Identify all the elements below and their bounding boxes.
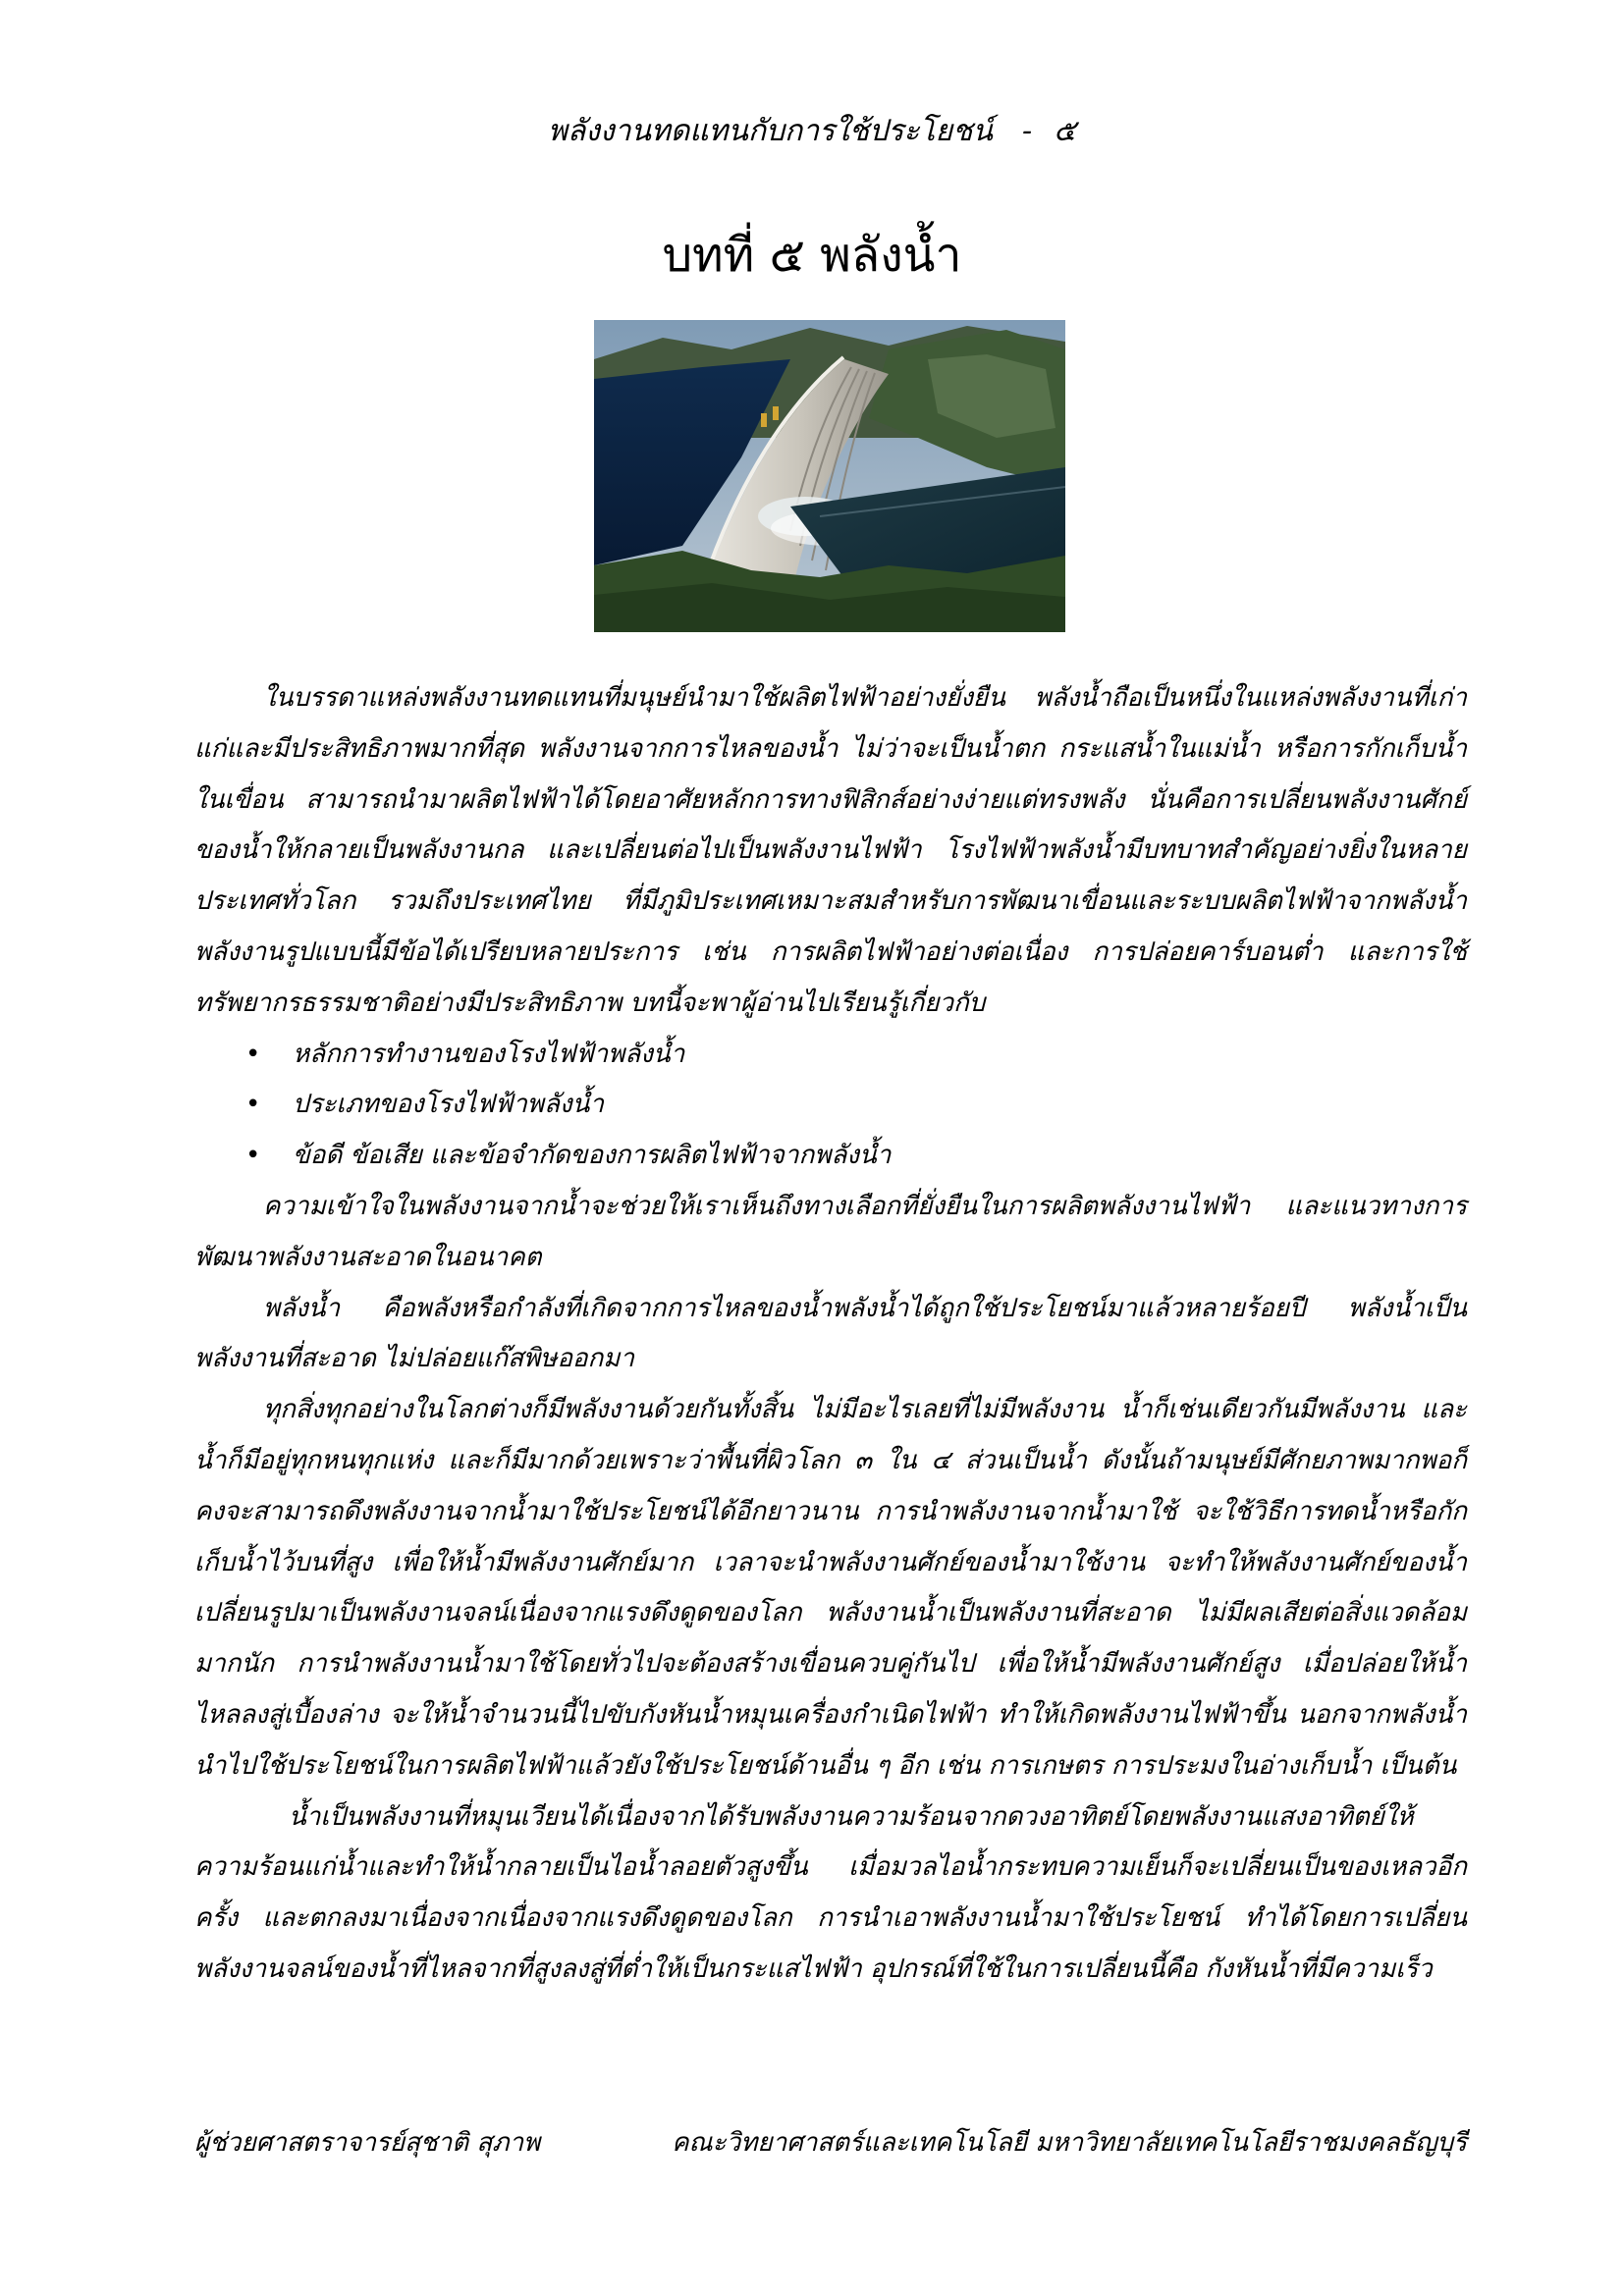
footer-author: ผู้ช่วยศาสตราจารย์สุชาติ สุภาพ xyxy=(194,2128,541,2158)
list-item xyxy=(194,1131,1467,1182)
paragraph-water-cycle: น้ำเป็นพลังงานที่หมุนเวียนได้เนื่องจากได้รับพลังงานความร้อนจากดวงอาทิตย์โดยพลังงานแสงอาทิตย์ให้ความร้อนแก่น้ำและทำให้น้ำกลายเป็นไอน้ำลอยตัวสูงขึ้น เมื่อมวลไอน้ำกระทบความเย็นก็จะเปลี่ยนเป็นของเหลวอีกครั้ง และตกลงมาเนื่องจากเนื่องจากแรงดึงดูดของโลก การนำเอาพลังงานน้ำมาใช้ประโยชน์ ทำได้โดยการเปลี่ยนพลังงานจลน์ของน้ำที่ไหลจากที่สูงลงสู่ที่ต่ำให้เป็นกระแสไฟฟ้า อุปกรณ์ที่ใช้ในการเปลี่ยนนี้คือ กังหันน้ำที่มีความเร็ว xyxy=(194,1801,1467,1984)
paragraph-energy: ทุกสิ่งทุกอย่างในโลกต่างก็มีพลังงานด้วยกันทั้งสิ้น ไม่มีอะไรเลยที่ไม่มีพลังงาน น้ำก็เช่นเดียวกันมีพลังงาน และน้ำก็มีอยู่ทุกหนทุกแห่ง และก็มีมากด้วยเพราะว่าพื้นที่ผิวโลก ๓ ใน ๔ ส่วนเป็นน้ำ ดังนั้นถ้ามนุษย์มีศักยภาพมากพอก็คงจะสามารถดึงพลังงานจากน้ำมาใช้ประโยชน์ได้อีกยาวนาน การนำพลังงานจากน้ำมาใช้ จะใช้วิธีการทดน้ำหรือกักเก็บน้ำไว้บนที่สูง เพื่อให้น้ำมีพลังงานศักย์มาก เวลาจะนำพลังงานศักย์ของน้ำมาใช้งาน จะทำให้พลังงานศักย์ของน้ำเปลี่ยนรูปมาเป็นพลังงานจลน์เนื่องจากแรงดึงดูดของโลก พลังงานน้ำเป็นพลังงานที่สะอาด ไม่มีผลเสียต่อสิ่งแวดล้อมมากนัก การนำพลังงานน้ำมาใช้โดยทั่วไปจะต้องสร้างเขื่อนควบคู่กันไป เพื่อให้น้ำมีพลังงานศักย์สูง เมื่อปล่อยให้น้ำไหลลงสู่เบื้องล่าง จะให้น้ำจำนวนนี้ไปขับกังหันน้ำหมุนเครื่องกำเนิดไฟฟ้า ทำให้เกิดพลังงานไฟฟ้าขึ้น นอกจากพลังน้ำนำไปใช้ประโยชน์ในการผลิตไฟฟ้าแล้วยังใช้ประโยชน์ด้านอื่น ๆ อีก เช่น การเกษตร การประมงในอ่างเก็บน้ำ เป็นต้น xyxy=(194,1395,1467,1781)
list-item xyxy=(194,1080,1467,1131)
footer-institution: คณะวิทยาศาสตร์และเทคโนโลยี มหาวิทยาลัยเทคโนโลยีราชมงคลธัญบุรี xyxy=(672,2128,1467,2158)
bullet-icon: • xyxy=(245,1141,261,1171)
dam-photo xyxy=(594,320,1065,632)
paragraph-intro: ในบรรดาแหล่งพลังงานทดแทนที่มนุษย์นำมาใช้ผลิตไฟฟ้าอย่างยั่งยืน พลังน้ำถือเป็นหนึ่งในแหล่งพลังงานที่เก่าแก่และมีประสิทธิภาพมากที่สุด พลังงานจากการไหลของน้ำ ไม่ว่าจะเป็นน้ำตก กระแสน้ำในแม่น้ำ หรือการกักเก็บน้ำในเขื่อน สามารถนำมาผลิตไฟฟ้าได้โดยอาศัยหลักการทางฟิสิกส์อย่างง่ายแต่ทรงพลัง นั่นคือการเปลี่ยนพลังงานศักย์ของน้ำให้กลายเป็นพลังงานกล และเปลี่ยนต่อไปเป็นพลังงานไฟฟ้า โรงไฟฟ้าพลังน้ำมีบทบาทสำคัญอย่างยิ่งในหลายประเทศทั่วโลก รวมถึงประเทศไทย ที่มีภูมิประเทศเหมาะสมสำหรับการพัฒนาเขื่อนและระบบผลิตไฟฟ้าจากพลังน้ำ พลังงานรูปแบบนี้มีข้อได้เปรียบหลายประการ เช่น การผลิตไฟฟ้าอย่างต่อเนื่อง การปล่อยคาร์บอนต่ำ และการใช้ทรัพยากรธรรมชาติอย่างมีประสิทธิภาพ บทนี้จะพาผู้อ่านไปเรียนรู้เกี่ยวกับ xyxy=(194,683,1467,1018)
running-title: พลังงานทดแทนกับการใช้ประโยชน์ xyxy=(548,114,993,148)
bullet-icon: • xyxy=(245,1090,261,1120)
bullet-icon: • xyxy=(245,1039,261,1069)
page-number: ๕ xyxy=(1054,114,1076,148)
dam-photo-illustration xyxy=(594,320,1065,632)
chapter-title: บทที่ ๕ พลังน้ำ xyxy=(662,228,962,283)
list-item xyxy=(194,1030,1467,1081)
body-text xyxy=(194,673,1467,1996)
list-item-text: ประเภทของโรงไฟฟ้าพลังน้ำ xyxy=(293,1090,604,1120)
paragraph-understanding: ความเข้าใจในพลังงานจากน้ำจะช่วยให้เราเห็นถึงทางเลือกที่ยั่งยืนในการผลิตพลังงานไฟฟ้า และแนวทางการพัฒนาพลังงานสะอาดในอนาคต xyxy=(194,1191,1467,1272)
list-item-text: หลักการทำงานของโรงไฟฟ้าพลังน้ำ xyxy=(293,1039,685,1069)
topic-list xyxy=(194,1030,1467,1182)
paragraph-definition: พลังน้ำ คือพลังหรือกำลังที่เกิดจากการไหลของน้ำพลังน้ำได้ถูกใช้ประโยชน์มาแล้วหลายร้อยปี พลังน้ำเป็นพลังงานที่สะอาด ไม่ปล่อยแก๊สพิษออกมา xyxy=(194,1293,1467,1374)
header-separator: - xyxy=(1022,114,1033,148)
list-item-text: ข้อดี ข้อเสีย และข้อจำกัดของการผลิตไฟฟ้าจากพลังน้ำ xyxy=(293,1141,892,1171)
running-header xyxy=(0,108,1624,154)
